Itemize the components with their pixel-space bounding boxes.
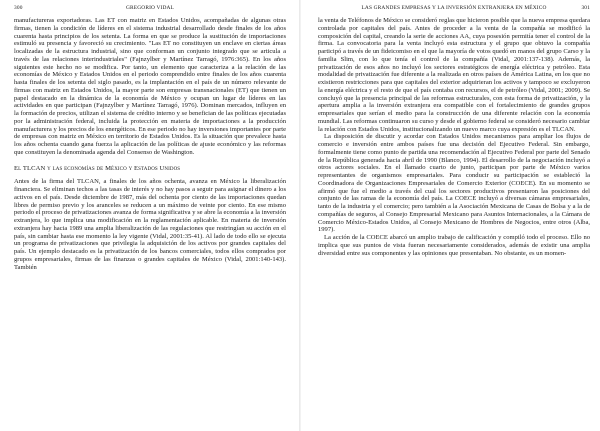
- right-page-body: [318, 17, 590, 257]
- left-paragraph-2: Antes de la firma del TLCAN, a finales de los años ochenta, avanza en México la liberalización financiera. Se eliminan techos a las tasas de interés y no hay pasos a seguir para asignar el dinero a los activos en el país. Desde diciembre de 1987, más del ochenta por ciento de las importaciones quedan libres de permiso previo y los aranceles se reducen a un máximo de veinte por ciento. En ese mismo periodo el proceso de privatizaciones avanza de forma significativa y se abre la economía a la inversión extranjera, lo que implica una modificación en la reglamentación aplicable. En materia de inversión extranjera hay hacia 1989 una amplia liberalización de las regulaciones que restringían su acción en el país, sin cambiar hasta ese momento la ley vigente (Vidal, 2001:35-41). Al lado de todo ello se ejecuta un programa de privatizaciones que privilegia la adquisición de los activos por grandes capitales del país. Un ejemplo destacado es la privatización de los bancos comerciales, todos ellos comprados por grupos empresariales, firmas de las finanzas o grandes capitales de México (Vidal, 2001:140-143). También: [14, 178, 286, 271]
- right-running-head: [318, 3, 590, 17]
- left-running-head: [14, 3, 286, 17]
- left-page-body: [14, 17, 286, 271]
- right-paragraph-3: La acción de la COECE abarcó un amplio trabajo de calificación y compiló todo el proceso. Ello no implica que sus puntos de vista fueran necesariamente considerados, además de existir una amplia diversidad entre sus componentes y las opiniones que presentaban. No obstante, es un momen-: [318, 234, 590, 257]
- right-running-title: LAS GRANDES EMPRESAS Y LA INVERSIÓN EXTRANJERA EN MÉXICO: [361, 5, 547, 11]
- left-running-title: GREGORIO VIDAL: [126, 5, 174, 11]
- right-page-number: 301: [581, 5, 590, 11]
- right-page: [318, 0, 590, 431]
- left-page-number: 300: [14, 5, 23, 11]
- section-heading: El TLCAN y las economías de México y Estados Unidos: [14, 164, 181, 172]
- right-paragraph-1: la venta de Teléfonos de México se consideró reglas que hicieron posible que la nueva empresa quedara controlada por capitales del país. Antes de proceder a la venta de la compañía se modificó la composición del capital, creando la serie de acciones AA, cuya posesión permitía tener el control de la firma. La convocatoria para la venta incluyó esta estructura y el grupo que obtuvo la compañía participó a través de un fideicomiso en el que la mayoría de votos quedó en manos del grupo Carso y la familia Slim, con lo que tenía el control de la compañía (Vidal, 2001:137-138). Además, la privatización de esos años no incluyó los sectores estratégicos de energía eléctrica y petróleo. Esta modalidad de privatización fue diferente a la realizada en otros países de América Latina, en los que no existieron restricciones para que capitales del exterior adquirieran los activos y tampoco se excluyeron la energía eléctrica y el resto de que el país contaba con recursos, el de petróleo (Vidal, 2001; 2009). Se concluyó que la presencia principal de las reformas estructurales, con esta forma de privatización, y la apertura amplia a la inversión extranjera era compatible con el fortalecimiento de grandes grupos empresariales que serían el medio para la construcción de una diferente relación con la economía mundial. Las reformas continuaron su curso y desde el gobierno federal se consideró necesario cambiar la relación con Estados Unidos, institucionalizando un nuevo marco cuya expresión es el TLCAN.: [318, 17, 590, 133]
- left-page: [14, 0, 286, 431]
- page-gutter: [299, 0, 301, 431]
- left-paragraph-1: manufactureras exportadoras. Las ET con matriz en Estados Unidos, acompañadas de algunas otras firmas, tienen la condición de líderes en el sistema industrial desarrollado desde finales de los años cuarenta hasta principios de los setenta. La forma en que se produce la sustitución de importaciones estimuló su presencia y favoreció su crecimiento. "Las ET no constituyen un enclave en ciertas áreas localizadas de la estructura industrial, sino que conforman un conjunto integrado que se articula a través de las relaciones interindustriales" (Fajnzylber y Martínez Tarragó, 1976:365). En los años siguientes este hecho no se modifica. Por tanto, un elemento que caracteriza a la relación de las economías de México y Estados Unidos en el periodo comprendido entre finales de los años cuarenta hasta finales de los setenta del siglo pasado, es la implantación en el país de un número relevante de firmas con matriz en Estados Unidos, la mayor parte son empresas transnacionales (ET) que tienen un papel destacado en la dinámica de la economía de México y ocupan un lugar de líderes en las actividades en que participan (Fajnzylber y Martínez Tarragó, 1976). Dominan mercados, influyen en la formación de precios, utilizan el sistema de crédito interno y se benefician de las políticas ejecutadas por la administración federal, incluida la protección en materia de importaciones a la producción manufacturera y los precios de los energéticos. En ese periodo no hay inversiones importantes por parte de empresas con matriz en México en territorio de Estados Unidos. Es la situación que prevalece hasta los años ochenta cuando gana fuerza la aplicación de las políticas de ajuste económico y las reformas que constituyen la denominada agenda del Consenso de Washington.: [14, 17, 286, 156]
- right-paragraph-2: La disposición de discutir y acordar con Estados Unidos mecanismos para ampliar los flujos de comercio e inversión entre ambos países fue una decisión del Ejecutivo Federal. Sin embargo, formalmente tiene como punto de partida una recomendación al Ejecutivo Federal por parte del Senado de la República generada hacia abril de 1990 (Blanco, 1994). El desarrollo de la negociación incluyó a otros actores sociales. En el llamado cuarto de junto, participan por parte de México varios representantes de organismos empresariales. Para conducir su participación se estableció la Coordinadora de Organizaciones Empresariales de Comercio Exterior (COECE). En su momento se afirmó que fue el medio a través del cual los sectores productivos presentaron las posiciones del conjunto de las ramas de la economía del país. La COECE incluyó a diversas cámaras empresariales, tanto de la industria y el comercio; pero también a la Asociación Mexicana de Casas de Bolsa y a la de compañías de seguros, al Consejo Empresarial Mexicano para Asuntos Internacionales, a la Cámara de Comercio México-Estados Unidos, al Consejo Mexicano de Hombres de Negocios, entre otros (Alba, 1997).: [318, 133, 590, 234]
